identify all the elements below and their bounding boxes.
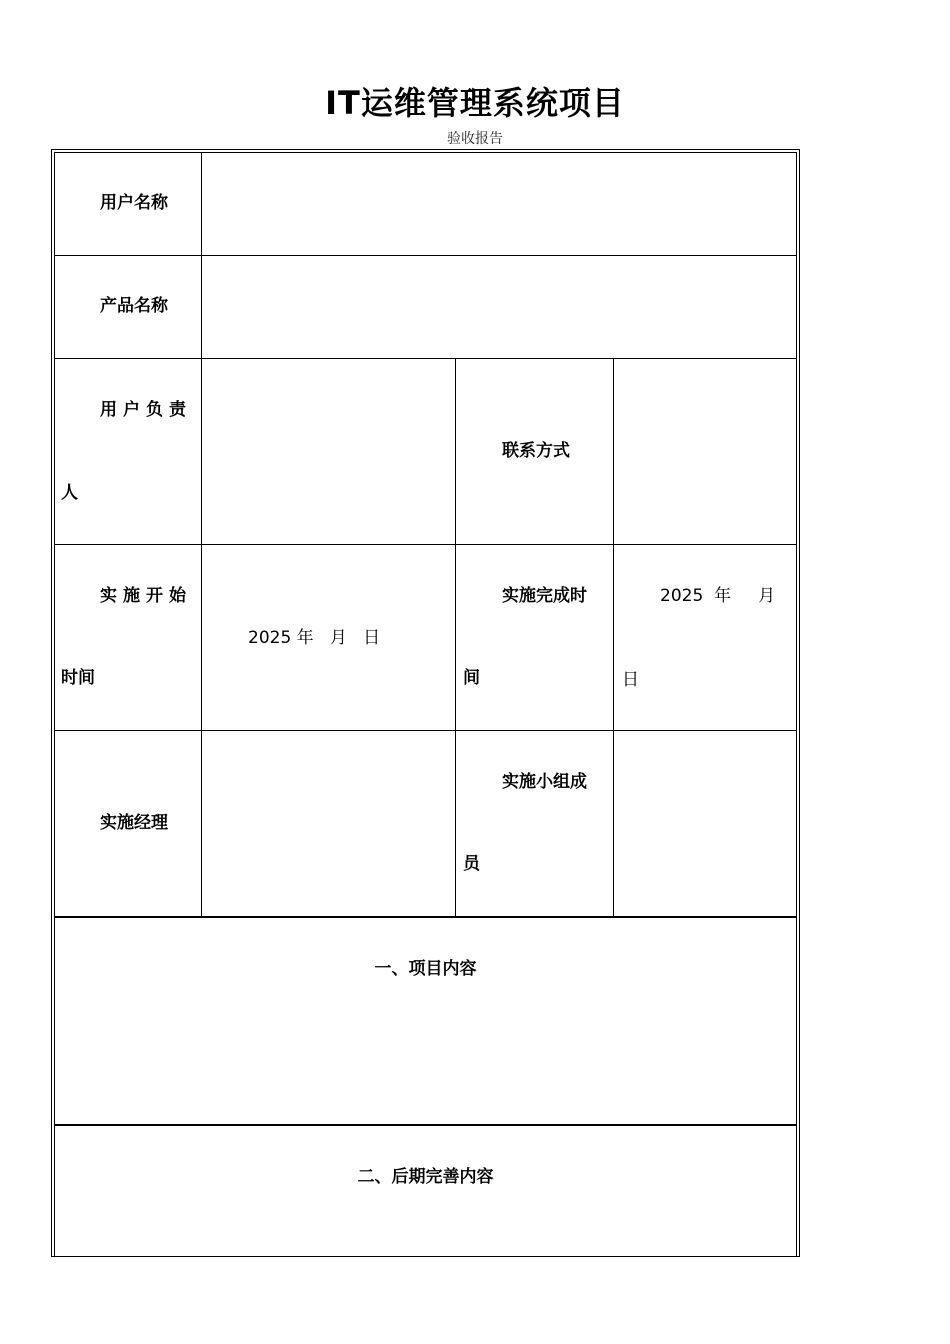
project-content-heading: 一、项目内容	[374, 959, 477, 979]
user-owner-label-line2: 人	[61, 483, 78, 503]
row-divider	[55, 1124, 796, 1126]
form-grid	[54, 152, 797, 1256]
row-divider	[55, 730, 796, 731]
row-divider	[55, 358, 796, 359]
start-time-field[interactable]: 2025 年 月 日	[248, 628, 381, 648]
row-divider	[55, 916, 796, 918]
acceptance-form	[51, 149, 800, 1257]
team-label-line1: 实施小组成	[502, 772, 587, 792]
followup-content-heading: 二、后期完善内容	[357, 1167, 494, 1187]
document-title: IT运维管理系统项目	[325, 84, 625, 122]
product-name-label: 产品名称	[100, 296, 168, 316]
row-divider	[55, 255, 796, 256]
column-divider	[201, 153, 202, 917]
start-time-label-line1: 实施开始	[100, 586, 192, 606]
start-time-label-line2: 时间	[61, 668, 95, 688]
contact-label: 联系方式	[502, 441, 570, 461]
user-name-label: 用户名称	[100, 193, 168, 213]
end-time-label-line1: 实施完成时	[502, 586, 587, 606]
user-owner-label-line1: 用户负责	[100, 400, 192, 420]
column-divider	[455, 358, 456, 917]
end-time-field-line2: 日	[622, 670, 639, 690]
manager-label: 实施经理	[100, 813, 168, 833]
end-time-field-line1[interactable]: 2025 年 月	[660, 586, 776, 606]
end-time-label-line2: 间	[463, 668, 480, 688]
row-divider	[55, 544, 796, 545]
team-label-line2: 员	[463, 854, 480, 874]
document-subtitle: 验收报告	[447, 131, 503, 147]
column-divider	[613, 358, 614, 917]
